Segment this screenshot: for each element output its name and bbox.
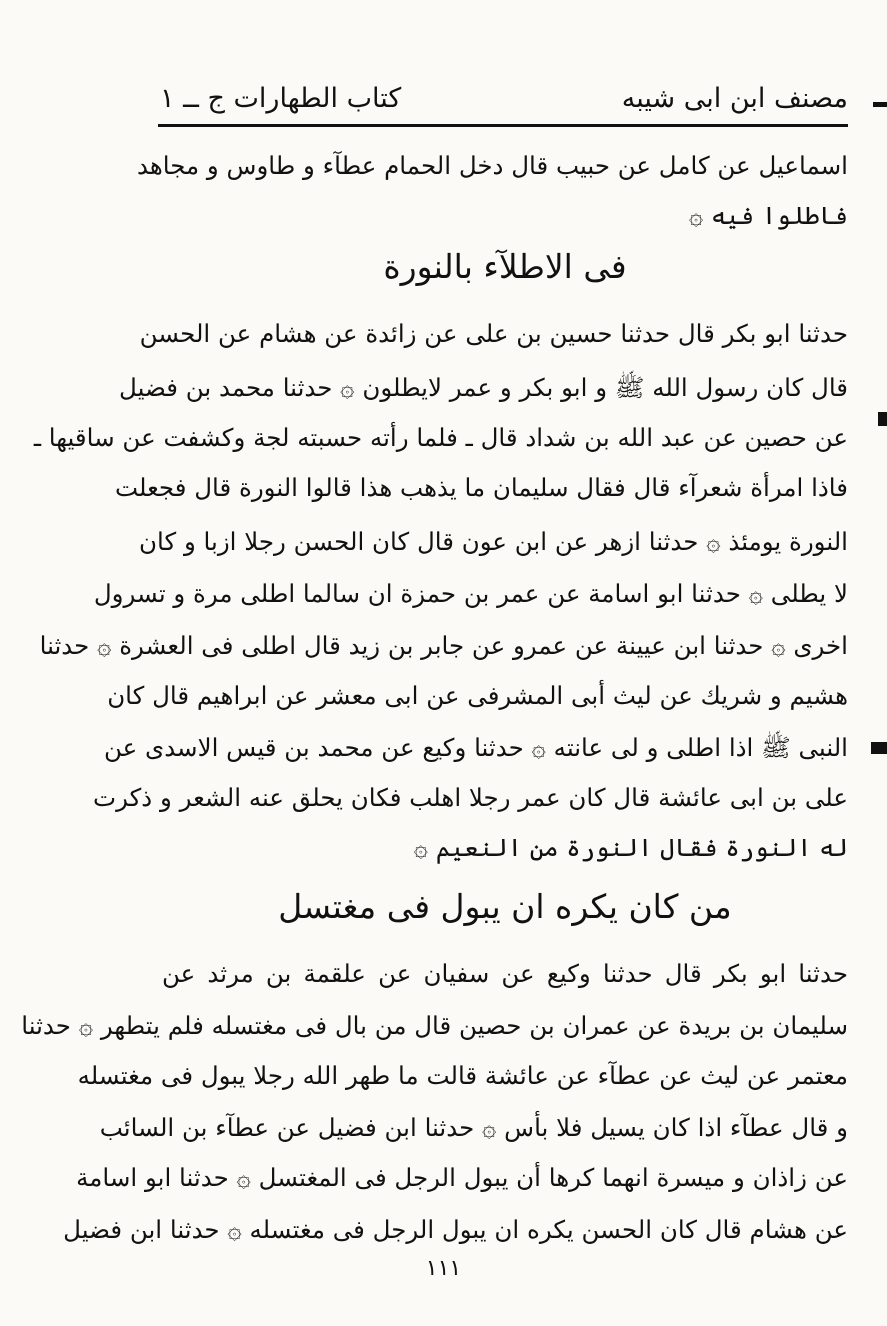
text-line: معتمر عن ليث عن عطآء عن عائشة قالت ما طهر الله رجلا يبول فى مغتسله: [77, 1061, 848, 1090]
text-line: فاطلوا فيه ۞: [688, 201, 848, 230]
text-line: عن حصين عن عبد الله بن شداد قال ـ فلما رأته حسبته لجة وكشفت عن ساقيها ـ: [33, 423, 848, 452]
margin-mark: [873, 102, 887, 107]
text-line: اخرى ۞ حدثنا ابن عيينة عن عمرو عن جابر بن زيد قال اطلى فى العشرة ۞ حدثنا: [39, 631, 848, 660]
header-book-title: مصنف ابن ابی شیبه: [621, 82, 848, 114]
page-number: ١١١: [425, 1256, 462, 1281]
running-header: [160, 72, 848, 124]
text-line: النورة يومئذ ۞ حدثنا ازهر عن ابن عون قال كان الحسن رجلا ازبا و كان: [139, 527, 848, 556]
text-line: حدثنا ابو بكر قال حدثنا وكيع عن سفيان عن علقمة بن مرثد عن: [162, 959, 848, 988]
text-line: فاذا امرأة شعرآء قال فقال سليمان ما يذهب هذا قالوا النورة قال فجعلت: [114, 473, 848, 502]
margin-mark: [871, 742, 887, 754]
text-line: له النورة فقال النورة من النعيم ۞: [413, 833, 848, 862]
header-rule: [158, 124, 848, 127]
text-line: عن زاذان و ميسرة انهما كرها أن يبول الرجل فى المغتسل ۞ حدثنا ابو اسامة: [76, 1163, 848, 1192]
text-line: هشيم و شريك عن ليث أبى المشرفى عن ابى معشر عن ابراهيم قال كان: [107, 681, 848, 710]
text-line: اسماعيل عن كامل عن حبيب قال دخل الحمام عطآء و طاوس و مجاهد: [136, 151, 848, 180]
text-line: سليمان بن بريدة عن عمران بن حصين قال من بال فى مغتسله فلم يتطهر ۞ حدثنا: [21, 1011, 848, 1040]
text-line: عن هشام قال كان الحسن يكره ان يبول الرجل فى مغتسله ۞ حدثنا ابن فضيل: [63, 1215, 848, 1244]
section-heading: من كان يكره ان يبول فى مغتسل: [278, 887, 732, 926]
text-line: حدثنا ابو بكر قال حدثنا حسين بن على عن زائدة عن هشام عن الحسن: [139, 319, 848, 348]
text-line: لا يطلى ۞ حدثنا ابو اسامة عن عمر بن حمزة ان سالما اطلى مرة و تسرول: [93, 579, 848, 608]
margin-mark: [878, 412, 887, 426]
text-line: على بن ابى عائشة قال كان عمر رجلا اهلب فكان يحلق عنه الشعر و ذكرت: [93, 783, 848, 812]
text-line: قال كان رسول الله ﷺ و ابو بكر و عمر لايطلون ۞ حدثنا محمد بن فضيل: [119, 373, 848, 402]
header-chapter-title: كتاب الطهارات ج ــ ١: [160, 82, 402, 114]
text-line: و قال عطآء اذا كان يسيل فلا بأس ۞ حدثنا ابن فضيل عن عطآء بن السائب: [99, 1113, 848, 1142]
section-heading: فى الاطلآء بالنورة: [383, 247, 627, 286]
text-line: النبى ﷺ اذا اطلى و لى عانته ۞ حدثنا وكيع عن محمد بن قيس الاسدى عن: [103, 733, 848, 762]
